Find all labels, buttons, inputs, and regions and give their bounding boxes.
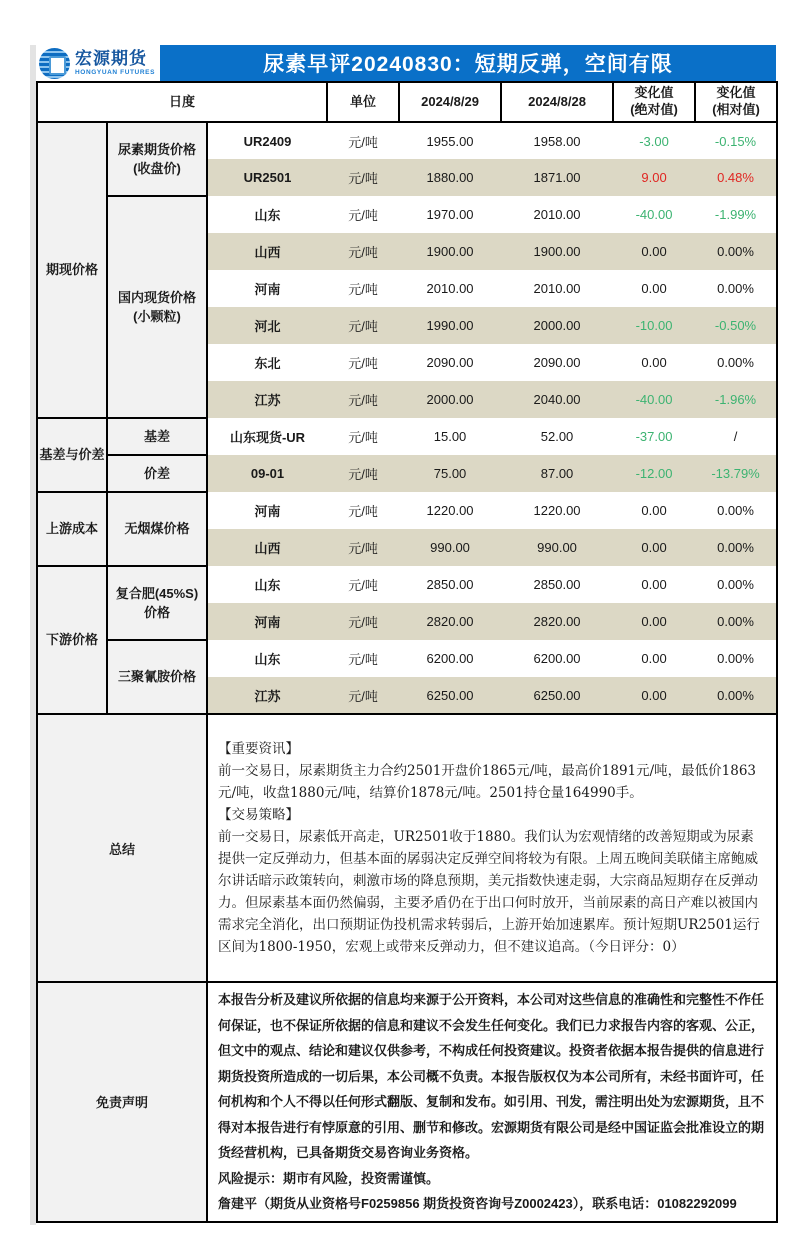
disclaimer-row: [37, 982, 777, 1222]
cell-change-abs: -3.00: [613, 122, 695, 159]
cell-item: 山东: [207, 640, 327, 677]
group-cell-downstream-price: 下游价格: [37, 566, 107, 714]
col-header-change-rel-line1: 变化值: [716, 85, 756, 101]
cell-change-abs: 0.00: [613, 677, 695, 714]
cell-change-rel: 0.00%: [695, 492, 777, 529]
cell-change-abs: 9.00: [613, 159, 695, 196]
table-row: [37, 566, 777, 603]
subgroup-cell-melamine: 三聚氰胺价格: [107, 640, 207, 714]
cell-price-day2: 2010.00: [501, 270, 613, 307]
cell-price-day1: 1955.00: [399, 122, 501, 159]
subgroup-cell-anthracite: 无烟煤价格: [107, 492, 207, 566]
group-cell-spot-futures: 期现价格: [37, 122, 107, 418]
cell-change-rel: 0.48%: [695, 159, 777, 196]
disclaimer-content: [207, 982, 777, 1222]
table-row: [37, 640, 777, 677]
report-title: 尿素早评20240830：短期反弹，空间有限: [160, 45, 776, 81]
cell-price-day2: 87.00: [501, 455, 613, 492]
table-row: [37, 418, 777, 455]
table-row: [37, 122, 777, 159]
col-header-change-abs-line1: 变化值: [634, 85, 674, 101]
cell-price-day1: 990.00: [399, 529, 501, 566]
cell-item: 09-01: [207, 455, 327, 492]
disclaimer-analyst-contact: 詹建平（期货从业资格号F0259856 期货投资咨询号Z0002423），联系电话：01082292099: [218, 1196, 737, 1211]
brand-text: [75, 50, 155, 77]
group-cell-basis-spread: 基差与价差: [37, 418, 107, 492]
cell-price-day1: 1970.00: [399, 196, 501, 233]
table-row: [37, 455, 777, 492]
group-cell-upstream-cost: 上游成本: [37, 492, 107, 566]
cell-price-day1: 2850.00: [399, 566, 501, 603]
cell-change-rel: 0.00%: [695, 603, 777, 640]
brand-name-cn: 宏源期货: [75, 48, 147, 68]
subgroup-cell-compound-fertilizer: [107, 566, 207, 640]
col-header-change-abs: [613, 82, 695, 122]
cell-price-day2: 1900.00: [501, 233, 613, 270]
cell-change-abs: 0.00: [613, 344, 695, 381]
cell-price-day1: 6250.00: [399, 677, 501, 714]
cell-change-abs: 0.00: [613, 603, 695, 640]
subgroup-label-line2: (小颗粒): [133, 309, 181, 324]
cell-change-rel: /: [695, 418, 777, 455]
cell-price-day1: 1990.00: [399, 307, 501, 344]
col-header-change-rel-line2: (相对值): [712, 102, 760, 117]
cell-item: 江苏: [207, 381, 327, 418]
brand-name-en: HONGYUAN FUTURES: [75, 68, 156, 76]
cell-price-day2: 1958.00: [501, 122, 613, 159]
subgroup-cell-domestic-spot: [107, 196, 207, 418]
cell-price-day1: 2820.00: [399, 603, 501, 640]
cell-unit: 元/吨: [327, 381, 399, 418]
cell-change-abs: 0.00: [613, 640, 695, 677]
cell-item: 山东: [207, 566, 327, 603]
cell-item: UR2501: [207, 159, 327, 196]
cell-change-abs: -40.00: [613, 381, 695, 418]
cell-price-day2: 2040.00: [501, 381, 613, 418]
cell-unit: 元/吨: [327, 418, 399, 455]
subgroup-cell-spread: 价差: [107, 455, 207, 492]
cell-price-day1: 1220.00: [399, 492, 501, 529]
table-row: [37, 196, 777, 233]
cell-price-day2: 2090.00: [501, 344, 613, 381]
cell-unit: 元/吨: [327, 640, 399, 677]
table-header-row: [37, 82, 777, 122]
cell-price-day2: 2850.00: [501, 566, 613, 603]
cell-item: 山西: [207, 529, 327, 566]
subgroup-cell-basis: 基差: [107, 418, 207, 455]
cell-price-day1: 1880.00: [399, 159, 501, 196]
cell-unit: 元/吨: [327, 159, 399, 196]
cell-change-rel: -0.50%: [695, 307, 777, 344]
cell-price-day1: 2090.00: [399, 344, 501, 381]
brand-logo: [36, 45, 160, 81]
summary-row: [37, 714, 777, 982]
col-header-unit: 单位: [327, 82, 399, 122]
cell-item: 河南: [207, 603, 327, 640]
cell-unit: 元/吨: [327, 307, 399, 344]
cell-unit: 元/吨: [327, 566, 399, 603]
cell-unit: 元/吨: [327, 344, 399, 381]
cell-change-abs: -37.00: [613, 418, 695, 455]
cell-item: 河北: [207, 307, 327, 344]
cell-unit: 元/吨: [327, 233, 399, 270]
urea-morning-report: [36, 45, 776, 1223]
cell-item: UR2409: [207, 122, 327, 159]
cell-change-abs: -12.00: [613, 455, 695, 492]
cell-unit: 元/吨: [327, 455, 399, 492]
cell-price-day2: 2820.00: [501, 603, 613, 640]
cell-unit: 元/吨: [327, 492, 399, 529]
cell-price-day2: 2000.00: [501, 307, 613, 344]
subgroup-cell-futures-price: [107, 122, 207, 196]
disclaimer-paragraph: 本报告分析及建议所依据的信息均来源于公开资料，本公司对这些信息的准确性和完整性不作任何保证，也不保证所依据的信息和建议不会发生任何变化。我们已力求报告内容的客观、公正，但文中的观点、结论和建议仅供参考，不构成任何投资建议。投资者依据本报告提供的信息进行期货投资所造成的一切后果，本公司概不负责。本报告版权仅为本公司所有，未经书面许可，任何机构和个人不得以任何形式翻版、复制和发布。如引用、刊发，需注明出处为宏源期货，且不得对本报告进行有悖原意的引用、删节和修改。宏源期货有限公司是经中国证监会批准设立的期货经营机构，已具备期货交易咨询业务资格。: [218, 992, 765, 1160]
subgroup-label-line1: 复合肥(45%S): [115, 585, 199, 601]
cell-unit: 元/吨: [327, 529, 399, 566]
cell-change-rel: 0.00%: [695, 529, 777, 566]
subgroup-label-line2: (收盘价): [133, 161, 181, 176]
cell-change-abs: 0.00: [613, 566, 695, 603]
cell-price-day2: 990.00: [501, 529, 613, 566]
cell-change-abs: -10.00: [613, 307, 695, 344]
cell-change-abs: 0.00: [613, 233, 695, 270]
cell-price-day2: 1871.00: [501, 159, 613, 196]
cell-change-abs: 0.00: [613, 529, 695, 566]
cell-change-rel: 0.00%: [695, 344, 777, 381]
cell-item: 河南: [207, 492, 327, 529]
cell-price-day2: 2010.00: [501, 196, 613, 233]
col-header-change-rel: [695, 82, 777, 122]
cell-change-abs: -40.00: [613, 196, 695, 233]
masthead: [36, 45, 776, 81]
col-header-change-abs-line2: (绝对值): [630, 102, 678, 117]
cell-change-rel: 0.00%: [695, 677, 777, 714]
cell-price-day1: 6200.00: [399, 640, 501, 677]
cell-change-rel: -1.96%: [695, 381, 777, 418]
price-table: [36, 81, 778, 1223]
cell-price-day2: 52.00: [501, 418, 613, 455]
cell-change-rel: -0.15%: [695, 122, 777, 159]
cell-unit: 元/吨: [327, 270, 399, 307]
table-row: [37, 492, 777, 529]
cell-change-rel: -13.79%: [695, 455, 777, 492]
cell-price-day1: 2010.00: [399, 270, 501, 307]
summary-news-text: 前一交易日，尿素期货主力合约2501开盘价1865元/吨，最高价1891元/吨，最低价1863元/吨，收盘1880元/吨，结算价1878元/吨。2501持仓量164990手。: [218, 763, 757, 801]
summary-news-heading: 【重要资讯】: [218, 741, 299, 757]
cell-price-day1: 15.00: [399, 418, 501, 455]
subgroup-label-line1: 尿素期货价格: [117, 141, 196, 157]
cell-item: 江苏: [207, 677, 327, 714]
cell-item: 山西: [207, 233, 327, 270]
cell-item: 河南: [207, 270, 327, 307]
cell-item: 山东现货-UR: [207, 418, 327, 455]
cell-unit: 元/吨: [327, 677, 399, 714]
cell-item: 山东: [207, 196, 327, 233]
hongyuan-globe-icon: [39, 48, 70, 79]
disclaimer-label: 免责声明: [37, 982, 207, 1222]
cell-item: 东北: [207, 344, 327, 381]
cell-price-day1: 75.00: [399, 455, 501, 492]
summary-strategy-text: 前一交易日，尿素低开高走，UR2501收于1880。我们认为宏观情绪的改善短期或为尿素提供一定反弹动力，但基本面的孱弱决定反弹空间将较为有限。上周五晚间美联储主席鲍威尔讲话暗示政策转向，刺激市场的降息预期，美元指数快速走弱，大宗商品短期存在反弹动力。但尿素基本面仍然偏弱，主要矛盾仍在于出口何时放开，当前尿素的高日产难以被国内需求完全消化，出口预期证伪投机需求转弱后，上游开始加速累库。预计短期UR2501运行区间为1800-1950，宏观上或带来反弹动力，但不建议追高。（今日评分：0）: [218, 829, 760, 955]
disclaimer-risk-warning: 风险提示：期市有风险，投资需谨慎。: [218, 1170, 440, 1186]
cell-change-rel: -1.99%: [695, 196, 777, 233]
cell-change-abs: 0.00: [613, 492, 695, 529]
cell-change-rel: 0.00%: [695, 566, 777, 603]
cell-price-day1: 2000.00: [399, 381, 501, 418]
col-header-date1: 2024/8/29: [399, 82, 501, 122]
summary-content: [207, 714, 777, 982]
summary-strategy-heading: 【交易策略】: [218, 807, 299, 823]
cell-price-day2: 6250.00: [501, 677, 613, 714]
cell-change-rel: 0.00%: [695, 233, 777, 270]
col-header-daily: 日度: [37, 82, 327, 122]
subgroup-label-line1: 国内现货价格: [117, 289, 196, 305]
cell-price-day1: 1900.00: [399, 233, 501, 270]
cell-price-day2: 6200.00: [501, 640, 613, 677]
subgroup-label-line2: 价格: [143, 605, 170, 620]
cell-change-abs: 0.00: [613, 270, 695, 307]
cell-price-day2: 1220.00: [501, 492, 613, 529]
cell-unit: 元/吨: [327, 603, 399, 640]
cell-change-rel: 0.00%: [695, 270, 777, 307]
col-header-date2: 2024/8/28: [501, 82, 613, 122]
cell-unit: 元/吨: [327, 196, 399, 233]
cell-change-rel: 0.00%: [695, 640, 777, 677]
summary-label: 总结: [37, 714, 207, 982]
cell-unit: 元/吨: [327, 122, 399, 159]
